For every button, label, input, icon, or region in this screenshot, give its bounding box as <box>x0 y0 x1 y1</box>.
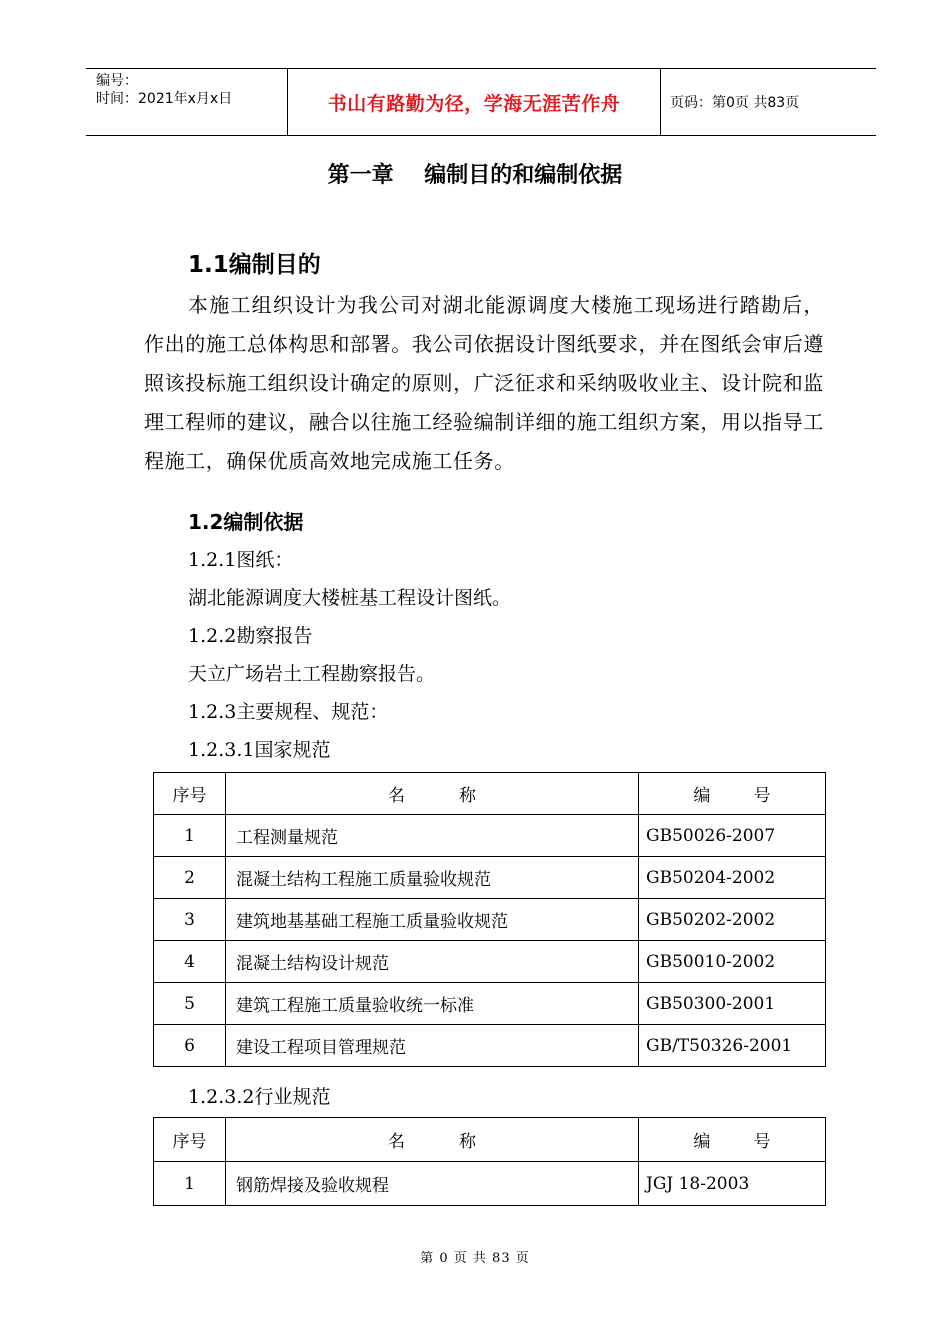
national-standards-table <box>153 772 826 1067</box>
table-row <box>154 857 826 899</box>
row-code: GB50010-2002 <box>639 941 826 983</box>
subsection-1-2-3-1: 1.2.3.1国家规范 <box>188 739 331 761</box>
table-row <box>154 815 826 857</box>
header-motto: 书山有路勤为径，学海无涯苦作舟 <box>327 92 621 115</box>
row-seq: 1 <box>154 1162 226 1206</box>
table-header-row <box>154 1118 826 1162</box>
section-title-1-1: 1.1编制目的 <box>188 252 321 278</box>
table-row <box>154 1162 826 1206</box>
row-code: GB50026-2007 <box>639 815 826 857</box>
row-code: GB50204-2002 <box>639 857 826 899</box>
row-name: 建设工程项目管理规范 <box>226 1025 639 1067</box>
row-code: GB/T50326-2001 <box>639 1025 826 1067</box>
section-body-1-1: 本施工组织设计为我公司对湖北能源调度大楼施工现场进行踏勘后，作出的施工总体构思和部署。我公司依据设计图纸要求，并在图纸会审后遵照该投标施工组织设计确定的原则，广泛征求和采纳吸收业主、设计院和监理工程师的建议，融合以往施工经验编制详细的施工组织方案，用以指导工程施工，确保优质高效地完成施工任务。 <box>144 293 824 473</box>
row-seq: 6 <box>154 1025 226 1067</box>
row-code: JGJ 18-2003 <box>639 1162 826 1206</box>
section-title-1-2: 1.2编制依据 <box>188 510 304 534</box>
row-name: 混凝土结构设计规范 <box>226 941 639 983</box>
subsection-1-2-1-text: 湖北能源调度大楼桩基工程设计图纸。 <box>188 587 512 609</box>
header-seq: 序号 <box>154 1118 226 1162</box>
header-meta <box>96 72 232 108</box>
page-header <box>86 68 876 136</box>
row-seq: 1 <box>154 815 226 857</box>
header-code: 编 号 <box>639 773 826 815</box>
row-name: 工程测量规范 <box>226 815 639 857</box>
row-name: 建筑工程施工质量验收统一标准 <box>226 983 639 1025</box>
table-row <box>154 941 826 983</box>
subsection-1-2-2: 1.2.2勘察报告 <box>188 625 313 647</box>
header-seq: 序号 <box>154 773 226 815</box>
number-label: 编号： <box>96 73 138 89</box>
chapter-title: 第一章 编制目的和编制依据 <box>327 163 623 188</box>
table-row <box>154 899 826 941</box>
page-footer: 第 0 页 共 83 页 <box>420 1251 530 1266</box>
row-name: 建筑地基基础工程施工质量验收规范 <box>226 899 639 941</box>
row-name: 混凝土结构工程施工质量验收规范 <box>226 857 639 899</box>
header-page-info: 页码：第0页 共83页 <box>670 95 800 111</box>
table-row <box>154 983 826 1025</box>
row-seq: 2 <box>154 857 226 899</box>
header-divider <box>660 69 661 135</box>
row-seq: 5 <box>154 983 226 1025</box>
row-seq: 3 <box>154 899 226 941</box>
row-code: GB50300-2001 <box>639 983 826 1025</box>
time-label: 时间：2021年x月x日 <box>96 91 233 107</box>
table-header-row <box>154 773 826 815</box>
header-name: 名 称 <box>226 1118 639 1162</box>
table-row <box>154 1025 826 1067</box>
subsection-1-2-3: 1.2.3主要规程、规范： <box>188 701 389 723</box>
industry-standards-table <box>153 1117 826 1206</box>
header-code: 编 号 <box>639 1118 826 1162</box>
row-name: 钢筋焊接及验收规程 <box>226 1162 639 1206</box>
subsection-1-2-1: 1.2.1图纸： <box>188 549 294 571</box>
row-seq: 4 <box>154 941 226 983</box>
header-name: 名 称 <box>226 773 639 815</box>
row-code: GB50202-2002 <box>639 899 826 941</box>
subsection-1-2-3-2: 1.2.3.2行业规范 <box>188 1086 331 1108</box>
subsection-1-2-2-text: 天立广场岩土工程勘察报告。 <box>188 663 436 685</box>
